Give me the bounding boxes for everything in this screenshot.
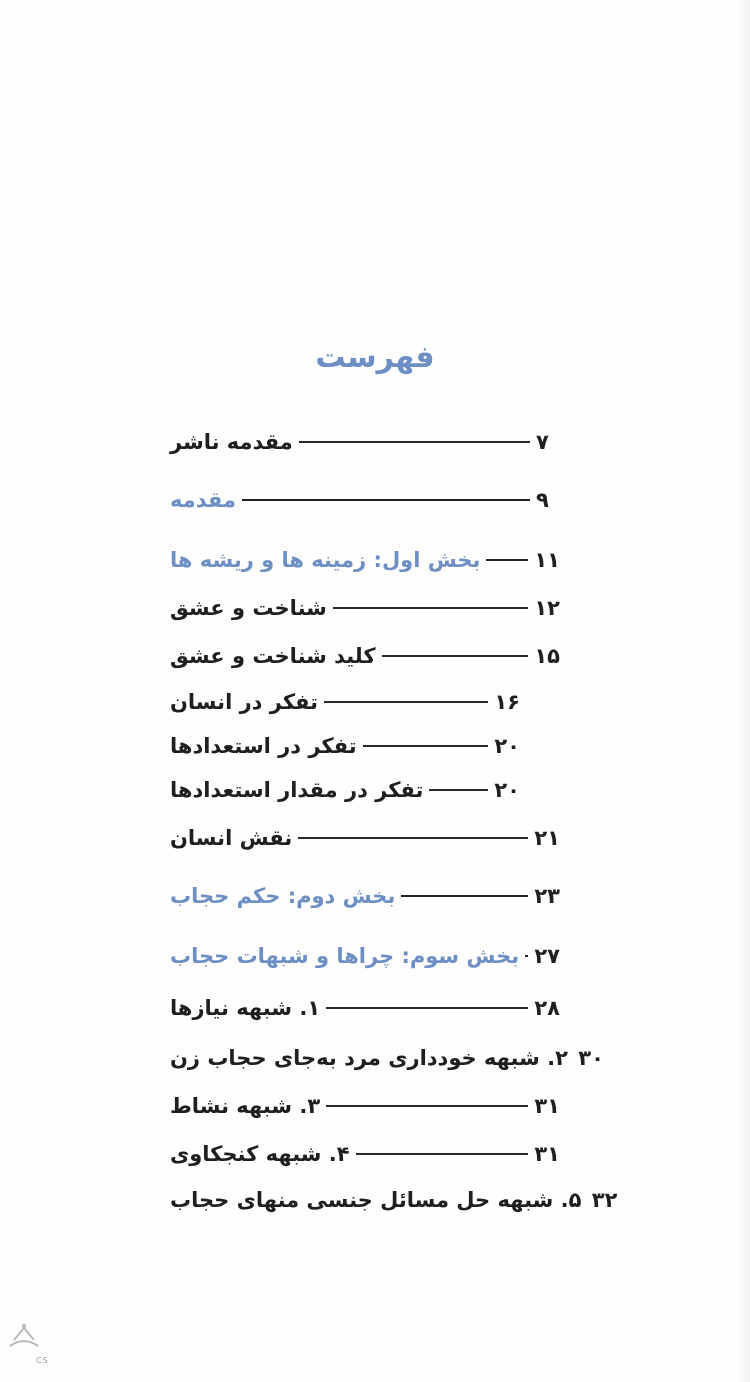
toc-entry (170, 488, 560, 528)
toc-leader-line (333, 607, 529, 609)
toc-leader-line (299, 441, 530, 443)
toc-entry-label: ۳. شبهه نشاط (170, 1094, 321, 1118)
toc-entry (170, 826, 560, 866)
toc-page-number: ۲۷ (534, 944, 560, 968)
toc-entry-label: ۲. شبهه خودداری مرد به‌جای حجاب زن (170, 1046, 568, 1070)
toc-leader-line (401, 895, 528, 897)
toc-entry (170, 1142, 560, 1182)
toc-entry-label: ۱. شبهه نیازها (170, 996, 321, 1020)
toc-page-number: ۲۰ (494, 734, 520, 758)
toc-page-number: ۲۱ (534, 826, 560, 850)
toc-entry (170, 690, 520, 730)
toc-entry-label: نقش انسان (170, 826, 293, 850)
toc-page-number: ۳۰ (578, 1046, 604, 1070)
toc-entry-label: ۵. شبهه حل مسائل جنسی منهای حجاب (170, 1188, 582, 1212)
toc-page-number: ۳۲ (591, 1188, 618, 1212)
toc-leader-line (363, 745, 489, 747)
toc-entry (170, 548, 560, 588)
watermark-text: CS (36, 1356, 49, 1365)
toc-entry-label: شناخت و عشق (170, 596, 327, 620)
toc-entry (170, 996, 560, 1036)
toc-page-number: ۱۲ (534, 596, 560, 620)
toc-page-number: ۳۱ (534, 1142, 560, 1166)
toc-leader-line (298, 837, 528, 839)
toc-entry (170, 884, 560, 924)
toc-page-number: ۱۵ (534, 644, 560, 668)
toc-entry (170, 644, 560, 684)
toc-page-number: ۱۶ (494, 690, 520, 714)
toc-entry (170, 1188, 618, 1228)
toc-page-number: ۳۱ (534, 1094, 560, 1118)
toc-leader-line (525, 955, 528, 957)
toc-page-number: ۷ (536, 430, 549, 454)
toc-leader-line (356, 1153, 529, 1155)
toc-page-number: ۲۸ (534, 996, 560, 1020)
toc-entry-label: مقدمه ناشر (170, 430, 293, 454)
toc-leader-line (326, 1105, 528, 1107)
toc-entry (170, 778, 520, 818)
toc-leader-line (486, 559, 528, 561)
toc-entry (170, 430, 560, 470)
toc-title: فهرست (315, 340, 435, 375)
toc-entry (170, 944, 560, 984)
toc-entry (170, 1046, 604, 1086)
toc-page-number: ۲۳ (534, 884, 560, 908)
toc-entry-label: تفکر در انسان (170, 690, 319, 714)
toc-entry (170, 596, 560, 636)
toc-entry (170, 734, 520, 774)
toc-leader-line (326, 1007, 528, 1009)
publisher-logo-icon (6, 1318, 42, 1354)
toc-leader-line (429, 789, 488, 791)
toc-page-number: ۲۰ (494, 778, 520, 802)
toc-entry-label: بخش دوم: حکم حجاب (170, 884, 396, 908)
toc-entry-label: تفکر در استعدادها (170, 734, 357, 758)
toc-entry-label: کلید شناخت و عشق (170, 644, 376, 668)
toc-leader-line (382, 655, 529, 657)
toc-entry-label: بخش سوم: چراها و شبهات حجاب (170, 944, 520, 968)
toc-page-number: ۹ (536, 488, 549, 512)
toc-leader-line (324, 701, 488, 703)
toc-entry-label: تفکر در مقدار استعدادها (170, 778, 424, 802)
toc-page-number: ۱۱ (534, 548, 560, 572)
toc-entry (170, 1094, 560, 1134)
toc-entry-label: مقدمه (170, 488, 236, 512)
toc-entry-label: ۴. شبهه کنجکاوی (170, 1142, 350, 1166)
toc-leader-line (242, 499, 530, 501)
toc-entry-label: بخش اول: زمینه ها و ریشه ها (170, 548, 481, 572)
